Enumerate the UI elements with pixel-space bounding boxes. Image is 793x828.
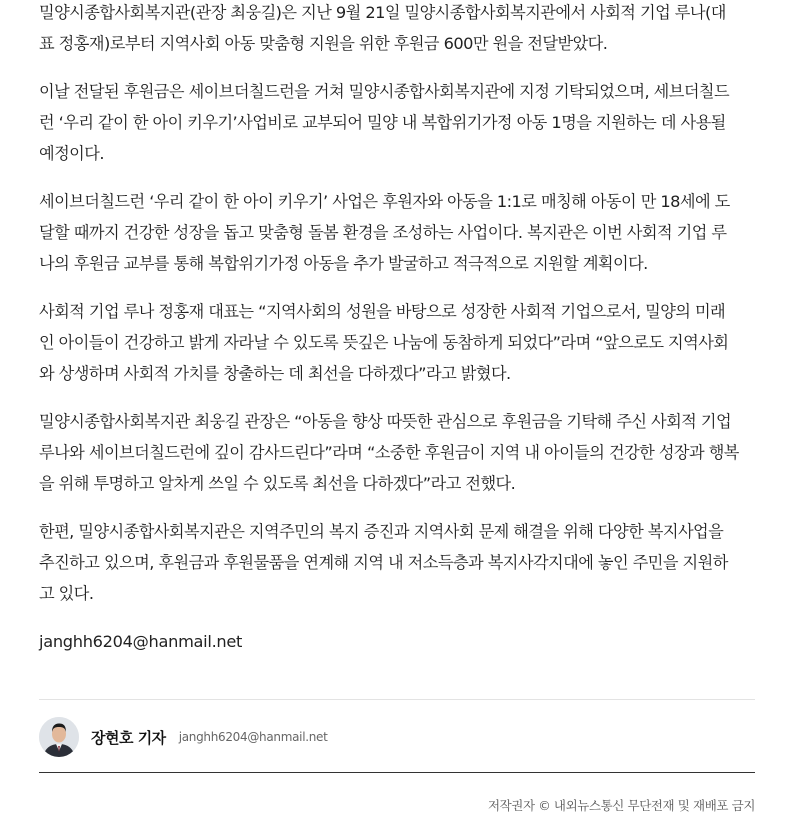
article-paragraph: 밀양시종합사회복지관(관장 최웅길)은 지난 9월 21일 밀양시종합사회복지관에서 사회적 기업 루나(대 표 정홍재)로부터 지역사회 아동 맞춤형 지원을 위한 후원금 600만 원을 전달받았다. bbox=[39, 3, 726, 53]
article-paragraph: 한편, 밀양시종합사회복지관은 지역주민의 복지 증진과 지역사회 문제 해결을 위해 다양한 복지사업을 추진하고 있으며, 후원금과 후원물품을 연계해 지역 내 저소득층과 복지사각지대에 놓인 주민을 지원하 고 있다. bbox=[39, 522, 728, 603]
article-body bbox=[39, 0, 755, 657]
reporter-name: 장현호 기자 bbox=[91, 728, 166, 747]
byline-divider-bottom bbox=[39, 772, 755, 773]
reporter-portrait-icon[interactable] bbox=[39, 717, 79, 757]
article-paragraph: 사회적 기업 루나 정홍재 대표는 “지역사회의 성원을 바탕으로 성장한 사회적 기업으로서, 밀양의 미래 인 아이들이 건강하고 밝게 자라날 수 있도록 뜻깊은 나눔에 동참하게 되었다”라며 “앞으로도 지역사회 와 상생하며 사회적 가치를 창출하는 데 최선을 다하겠다”라고 밝혔다. bbox=[39, 302, 729, 383]
article-paragraph: 이날 전달된 후원금은 세이브더칠드런을 거쳐 밀양시종합사회복지관에 지정 기탁되었으며, 세브더칠드 런 ‘우리 같이 한 아이 키우기’사업비로 교부되어 밀양 내 복합위기가정 아동 1명을 지원하는 데 사용될 예정이다. bbox=[39, 82, 730, 163]
article-contact-email: janghh6204@hanmail.net bbox=[39, 632, 243, 651]
reporter-byline bbox=[39, 716, 328, 758]
byline-divider-top bbox=[39, 699, 755, 700]
copyright-notice: 저작권자 © 내외뉴스통신 무단전재 및 재배포 금지 bbox=[487, 798, 755, 813]
article-paragraph: 밀양시종합사회복지관 최웅길 관장은 “아동을 향상 따뜻한 관심으로 후원금을 기탁해 주신 사회적 기업 루나와 세이브더칠드런에 깊이 감사드린다”라며 “소중한 후원금이 지역 내 아이들의 건강한 성장과 행복 을 위해 투명하고 알차게 쓰일 수 있도록 최선을 다하겠다”라고 전했다. bbox=[39, 412, 739, 493]
article-paragraph: 세이브더칠드런 ‘우리 같이 한 아이 키우기’ 사업은 후원자와 아동을 1:1로 매칭해 아동이 만 18세에 도 달할 때까지 건강한 성장을 돕고 맞춤형 돌봄 환경을 조성하는 사업이다. 복지관은 이번 사회적 기업 루 나의 후원금 교부를 통해 복합위기가정 아동을 추가 발굴하고 적극적으로 지원할 계획이다. bbox=[39, 192, 730, 273]
reporter-email[interactable]: janghh6204@hanmail.net bbox=[178, 730, 328, 744]
